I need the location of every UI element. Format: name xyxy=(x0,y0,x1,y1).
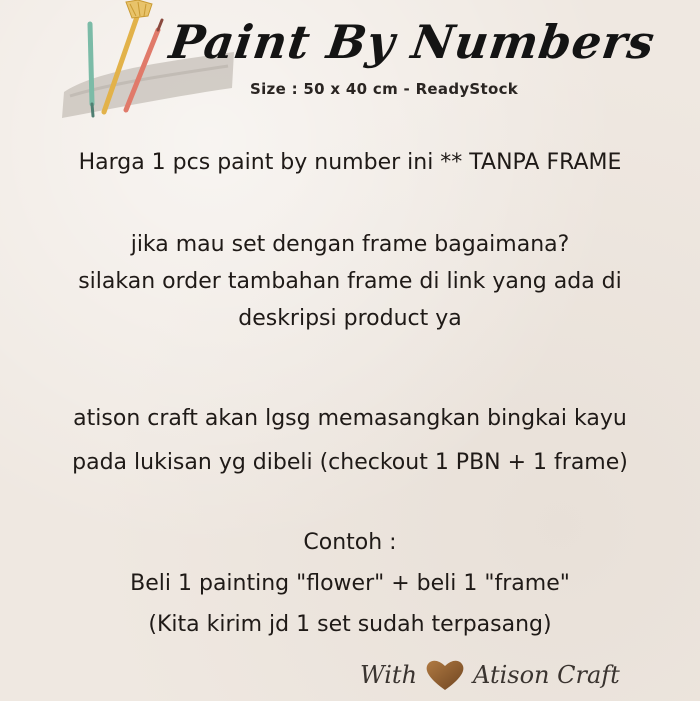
brand-signature xyxy=(360,655,660,695)
text-line: Beli 1 painting "flower" + beli 1 "frame" xyxy=(130,571,570,596)
text-line: pada lukisan yg dibeli (checkout 1 PBN + 1 frame) xyxy=(72,450,628,475)
price-note xyxy=(0,148,700,178)
size-subtitle: Size : 50 x 40 cm - ReadyStock xyxy=(250,80,519,98)
text-line: jika mau set dengan frame bagaimana? xyxy=(130,232,570,257)
text-line: deskripsi product ya xyxy=(238,306,462,331)
example-note xyxy=(0,522,700,645)
heart-icon xyxy=(425,658,465,692)
text-line: (Kita kirim jd 1 set sudah terpasang) xyxy=(148,612,552,637)
text-line: silakan order tambahan frame di link yang ada di xyxy=(78,269,622,294)
signature-prefix: With xyxy=(360,661,418,689)
framing-service-note xyxy=(0,397,700,485)
text-line: Harga 1 pcs paint by number ini ** TANPA FRAME xyxy=(78,150,622,175)
example-heading: Contoh : xyxy=(303,530,397,555)
page-title: Paint By Numbers xyxy=(166,15,659,69)
signature-brand: Atison Craft xyxy=(473,661,620,689)
frame-order-note xyxy=(0,226,700,337)
text-line: atison craft akan lgsg memasangkan bingkai kayu xyxy=(73,406,627,431)
